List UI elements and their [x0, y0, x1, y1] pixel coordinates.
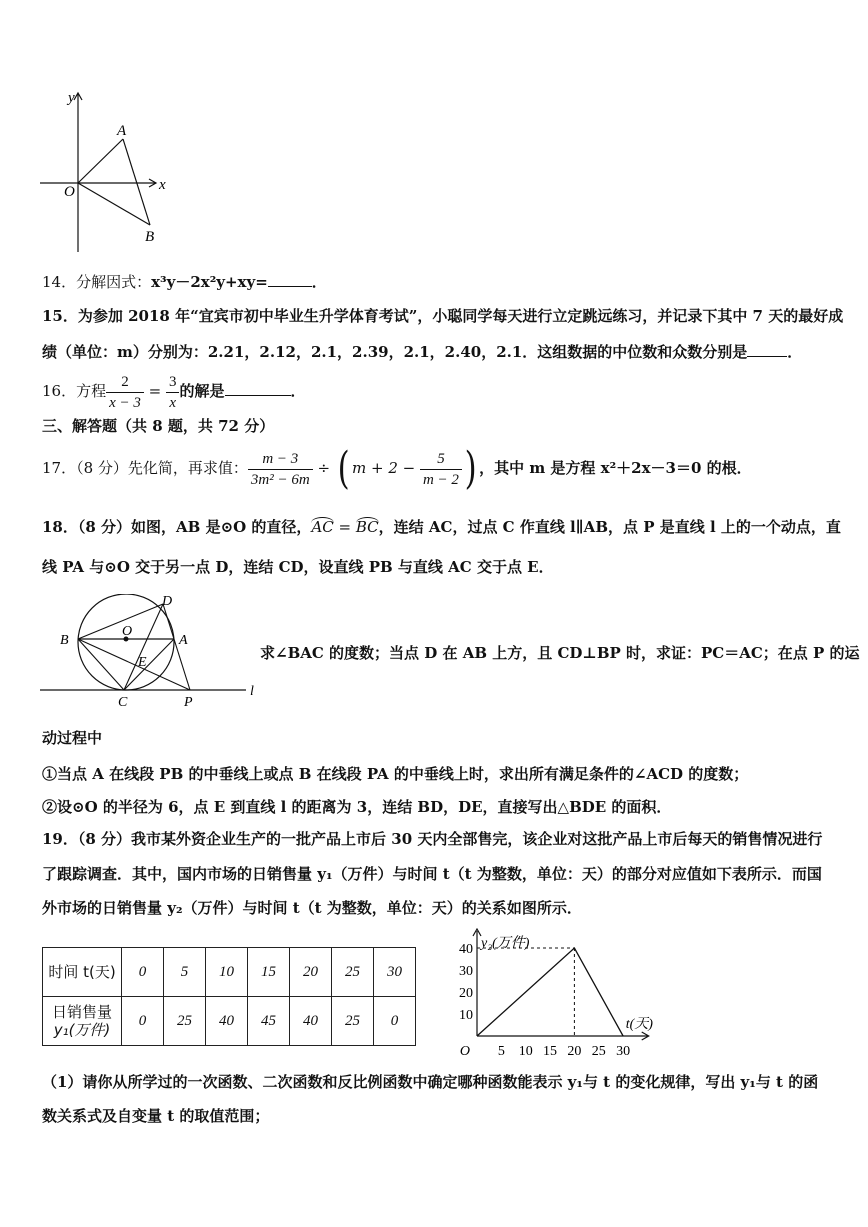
question-18-line-2: 线 PA 与⊙O 交于另一点 D，连结 CD，设直线 PB 与直线 AC 交于点 E． — [42, 558, 554, 576]
question-18-item-1: ①当点 A 在线段 PB 的中垂线上或点 B 在线段 PA 的中垂线上时，求出所有满足条件的∠ACD 的度数； — [42, 765, 749, 783]
coordinate-figure — [36, 88, 176, 256]
x-axis-label: t(天) — [625, 1017, 653, 1032]
question-18-line-1: 18．（8 分）如图，AB 是⊙O 的直径，AC = BC，连结 AC，过点 C 作直线 l∥AB，点 P 是直线 l 上的一个动点，直 — [42, 518, 841, 536]
answer-blank-16[interactable] — [225, 381, 291, 396]
question-19-line-3: 外市场的日销售量 y₂（万件）与时间 t（t 为整数，单位：天）的关系如图所示． — [42, 899, 582, 917]
question-15-line-1: 15．为参加 2018 年“宜宾市初中毕业生升学体育考试”，小聪同学每天进行立定跳远练习，并记录下其中 7 天的最好成 — [42, 307, 844, 325]
y-axis-label: y₂(万件) — [481, 936, 530, 951]
section-3-title: 三、解答题（共 8 题，共 72 分） — [42, 417, 275, 435]
arc-bc: BC — [355, 518, 379, 536]
fraction-17-right: $\frac{5}{m - 2}$ — [420, 449, 462, 490]
table-cell: 10 — [206, 948, 248, 997]
segment-oa — [78, 139, 123, 183]
y2-chart — [450, 928, 690, 1060]
x-tick-label: 20 — [567, 1044, 582, 1059]
table-cell: 20 — [290, 948, 332, 997]
y-axis-label: y — [68, 90, 75, 106]
table-row-sales — [43, 997, 416, 1046]
label-a: A — [179, 633, 188, 648]
x-tick-label: 30 — [616, 1044, 631, 1059]
question-19-line-1: 19．（8 分）我市某外资企业生产的一批产品上市后 30 天内全部售完，该企业对这批产品上市后每天的销售情况进行 — [42, 830, 823, 848]
question-18-line-3: 动过程中 — [42, 729, 103, 747]
segment-ac — [124, 639, 174, 690]
x-tick-label: 15 — [543, 1044, 558, 1059]
table-cell: 0 — [374, 997, 416, 1046]
arc-ac: AC — [311, 518, 334, 536]
label-l: l — [250, 684, 254, 699]
label-o: O — [122, 624, 133, 639]
y-tick-label: 20 — [459, 986, 473, 1001]
question-18-item-2: ②设⊙O 的半径为 6，点 E 到直线 l 的距离为 3，连结 BD，DE，直接写出△BDE 的面积． — [42, 798, 672, 816]
question-15-line-2: 绩（单位：m）分别为：2.21，2.12，2.1，2.39，2.1，2.40，2.1．这组数据的中位数和众数分别是 ． — [42, 343, 803, 361]
question-19-sub-1-line-2: 数关系式及自变量 t 的取值范围； — [42, 1107, 270, 1125]
label-b: B — [60, 633, 69, 648]
series-line — [477, 948, 623, 1036]
table-cell: 45 — [248, 997, 290, 1046]
question-14: 14．分解因式：x³y－2x²y+xy= ． — [42, 273, 327, 291]
y-tick-label: 10 — [459, 1008, 473, 1023]
point-a-label: A — [117, 123, 127, 139]
table-cell: 30 — [374, 948, 416, 997]
sales-table — [42, 947, 416, 1046]
question-19-sub-1-line-1: （1）请你从所学过的一次函数、二次函数和反比例函数中确定哪种函数能表示 y₁与 t 的变化规律，写出 y₁与 t 的函 — [42, 1073, 819, 1091]
question-19-line-2: 了跟踪调查．其中，国内市场的日销售量 y₁（万件）与时间 t（t 为整数，单位：天）的部分对应值如下表所示．而国 — [42, 865, 822, 883]
table-cell: 40 — [206, 997, 248, 1046]
x-tick-label: 5 — [497, 1044, 505, 1059]
table-cell: 15 — [248, 948, 290, 997]
fraction-16-left: $\frac{2}{x - 3}$ — [106, 372, 144, 413]
question-16: 16．方程 $\frac{2}{x - 3}$ = $\frac{3}{x}$ 的解是 ． — [42, 373, 306, 411]
fraction-17-left: $\frac{m - 3}{\text{3m² − 6m}}$ — [248, 449, 313, 490]
point-b-label: B — [145, 229, 155, 245]
x-tick-label: 25 — [591, 1044, 606, 1059]
origin-label: O — [64, 184, 75, 200]
label-c: C — [118, 695, 128, 710]
table-cell: 25 — [332, 948, 374, 997]
answer-blank-14[interactable] — [268, 272, 312, 287]
origin-label: O — [459, 1044, 470, 1059]
table-cell: 25 — [164, 997, 206, 1046]
table-cell: 0 — [122, 948, 164, 997]
label-p: P — [184, 695, 193, 710]
table-header-time: 时间 t(天) — [43, 948, 122, 997]
table-cell: 40 — [290, 997, 332, 1046]
label-e: E — [138, 655, 147, 670]
question-18-side-text: 求∠BAC 的度数；当点 D 在 AB 上方，且 CD⊥BP 时，求证：PC＝AC；在点 P 的运 — [260, 644, 860, 662]
table-cell: 25 — [332, 997, 374, 1046]
label-d: D — [162, 594, 173, 609]
question-17: 17．（8 分）先化简，再求值： $\frac{m - 3}{\text{3m² − 6m}}$ ÷ ( m + 2 − $\frac{5}{m - 2}$ ) ，其中 m 是方程 x²＋2x－3＝0 的根． — [42, 443, 752, 494]
fraction-16-right: $\frac{3}{x}$ — [166, 372, 180, 413]
segment-dc — [124, 604, 163, 690]
circle-figure — [38, 594, 264, 710]
y-tick-label: 40 — [459, 942, 473, 957]
table-cell: 0 — [122, 997, 164, 1046]
table-row-time — [43, 948, 416, 997]
y-tick-label: 30 — [459, 964, 473, 979]
table-header-sales: 日销售量 y₁(万件) — [43, 997, 122, 1046]
x-tick-label: 10 — [518, 1044, 533, 1059]
answer-blank-15[interactable] — [747, 342, 787, 357]
table-cell: 5 — [164, 948, 206, 997]
x-axis-label: x — [159, 177, 166, 193]
